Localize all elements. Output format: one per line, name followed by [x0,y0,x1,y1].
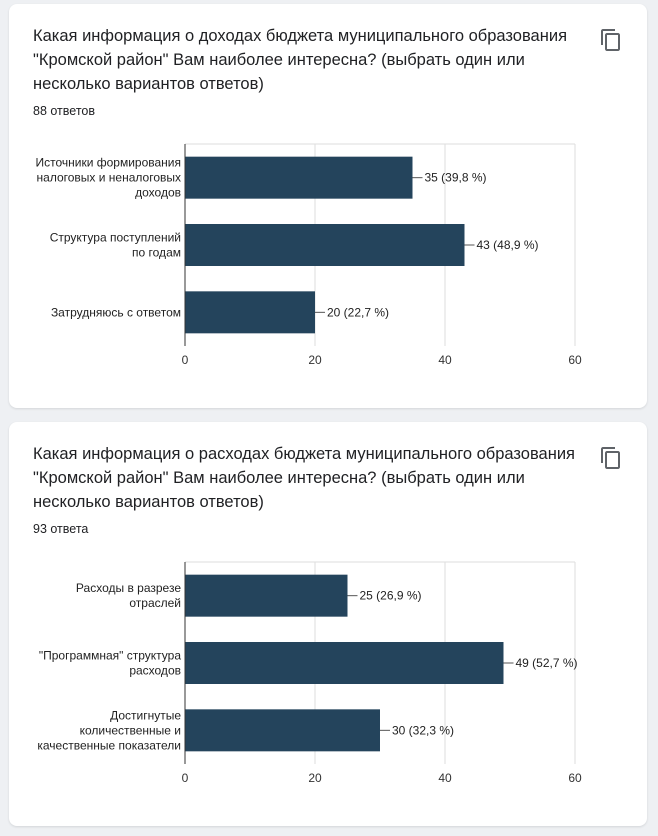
question-title: Какая информация о расходах бюджета муниципального образования "Кромской район" Вам наиболее интересна? (выбрать один или несколько вариантов ответов) [33,445,575,511]
data-label: 35 (39,8 %) [424,170,487,185]
data-label: 20 (22,7 %) [327,305,390,320]
x-tick-label: 40 [438,771,452,785]
data-label: 30 (32,3 %) [392,723,455,738]
x-tick-label: 20 [308,771,322,785]
x-tick-label: 60 [568,771,582,785]
question-card-expenses [9,422,647,826]
response-count: 93 ответа [33,522,89,536]
question-title: Какая информация о доходах бюджета муниципального образования "Кромской район" Вам наиболее интересна? (выбрать один или несколько вариантов ответов) [33,27,568,93]
data-label: 49 (52,7 %) [515,656,578,670]
bar-chart-income [9,4,647,408]
x-tick-label: 20 [308,353,322,367]
bar[interactable] [185,709,380,751]
category-label: "Программная" структура расходов [38,648,181,678]
bar[interactable] [185,291,315,333]
bar[interactable] [185,224,465,266]
category-label: Структура поступлений по годам [49,230,181,260]
data-label: 25 (26,9 %) [359,588,422,603]
x-tick-label: 60 [568,353,582,367]
bar[interactable] [185,642,504,684]
x-tick-label: 40 [438,353,452,367]
category-label: Затрудняюсь с ответом [50,305,181,320]
data-label: 43 (48,9 %) [476,238,539,252]
question-card-income [9,4,647,408]
bar[interactable] [185,575,348,617]
x-tick-label: 0 [181,771,189,785]
category-label: Достигнутые количественные и качественные показатели [37,708,181,753]
bar-chart-expenses [9,422,647,826]
category-label: Расходы в разрезе отраслей [75,581,181,611]
category-label: Источники формирования налоговых и неналоговых доходов [35,155,181,200]
bar[interactable] [185,157,413,199]
x-tick-label: 0 [181,353,189,367]
response-count: 88 ответов [33,104,95,118]
